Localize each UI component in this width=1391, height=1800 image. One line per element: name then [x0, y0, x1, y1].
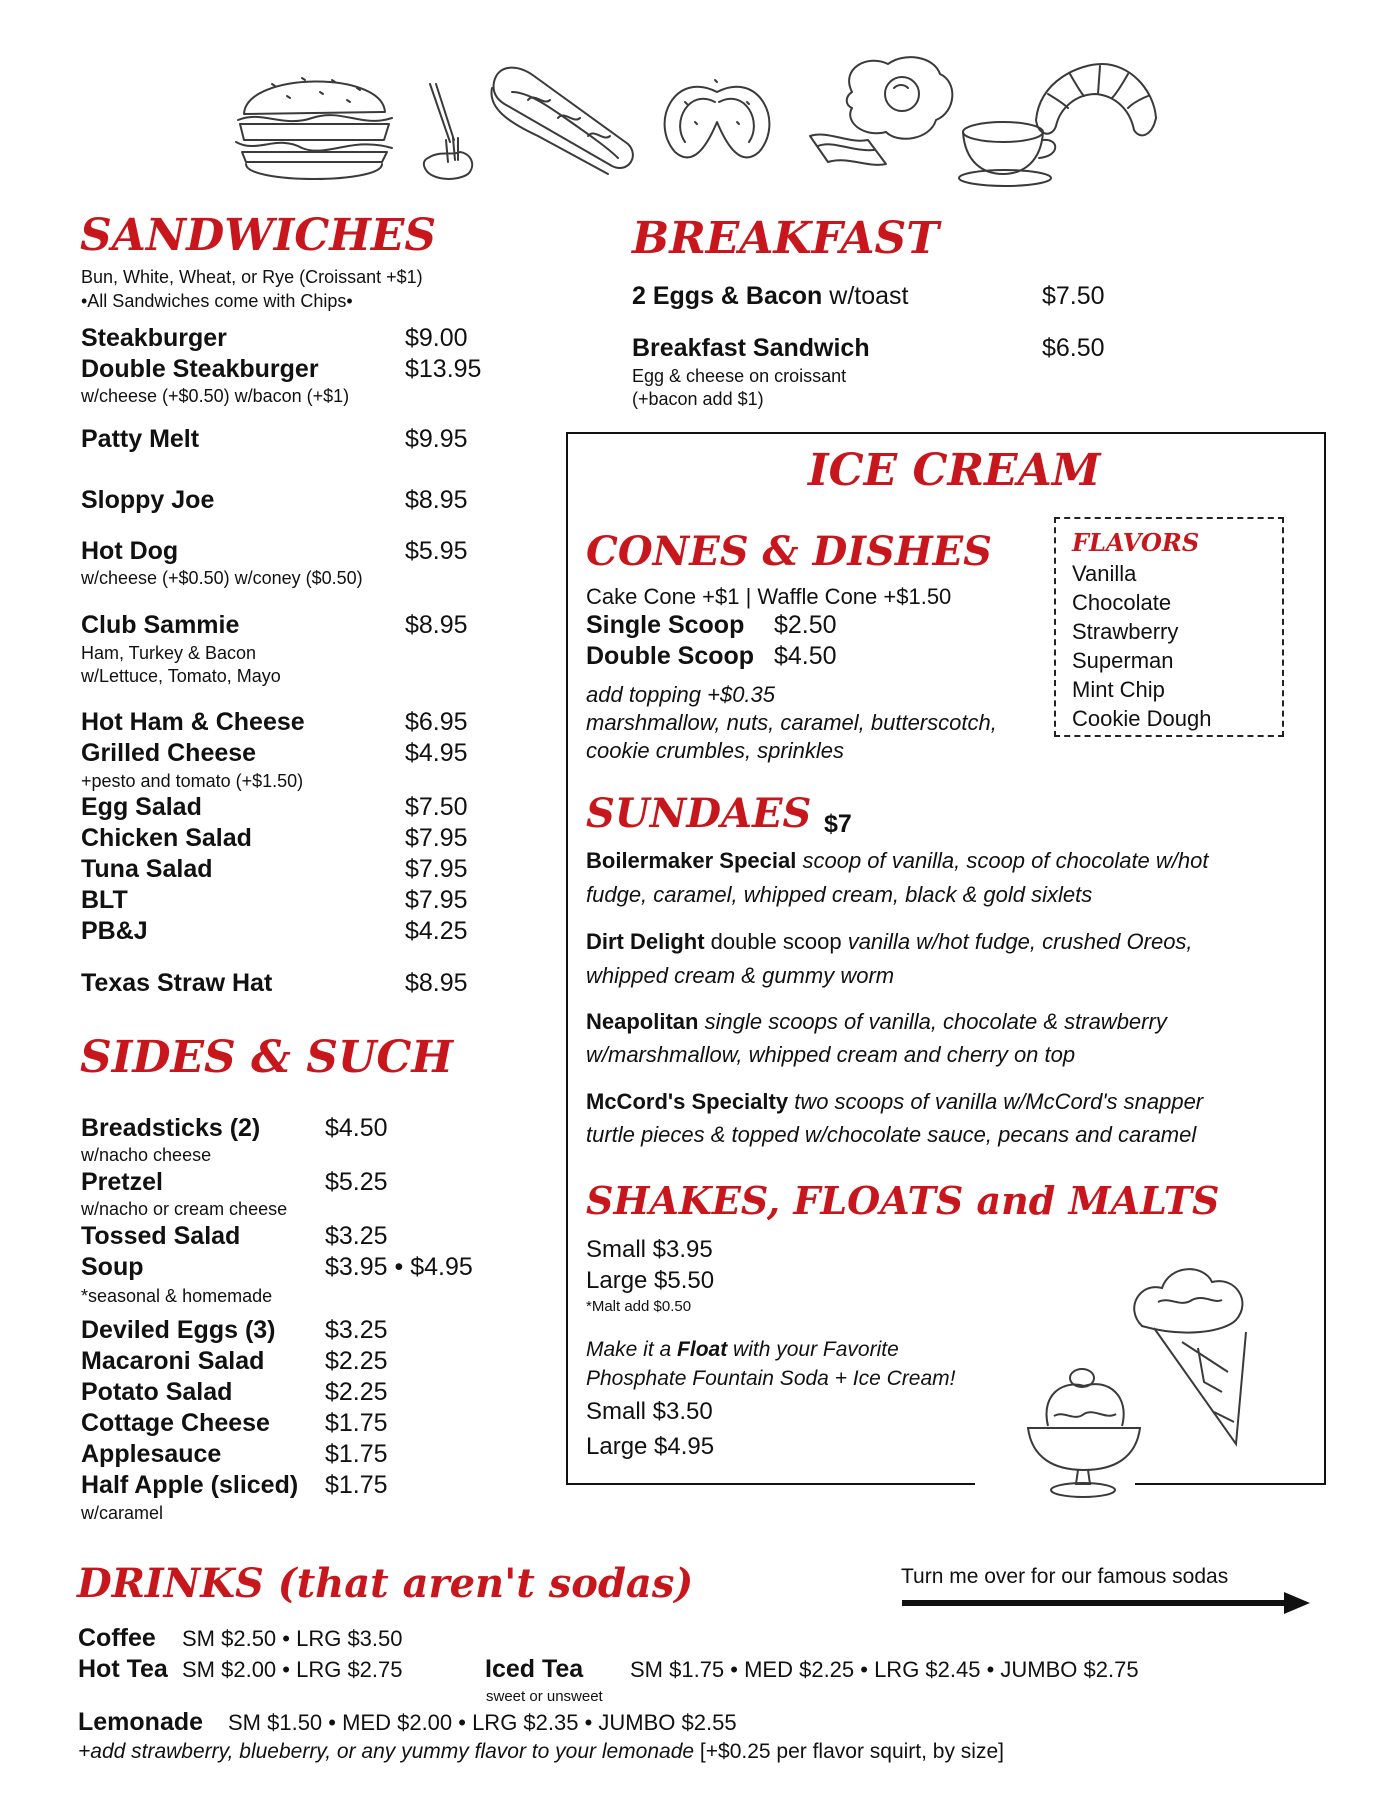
menu-item-note: w/nacho or cream cheese [81, 1199, 288, 1219]
menu-item-name: Steakburger [81, 324, 227, 352]
sundae-desc: whipped cream & gummy worm [586, 963, 895, 988]
menu-item-name: Sloppy Joe [81, 486, 215, 514]
float-pre: Make it a [586, 1338, 678, 1361]
menu-item-price: $6.95 [405, 708, 468, 736]
sundae-desc: vanilla w/hot fudge, crushed Oreos, [847, 929, 1193, 954]
menu-item-price: $7.95 [405, 886, 468, 914]
menu-item-note: +pesto and tomato (+$1.50) [81, 771, 304, 791]
menu-item-price: $4.25 [405, 917, 468, 945]
topping-line: add topping +$0.35 [586, 682, 776, 707]
menu-item-name: Grilled Cheese [81, 739, 257, 767]
menu-item-note: *seasonal & homemade [81, 1286, 273, 1306]
menu-item-name: Patty Melt [81, 425, 200, 453]
menu-item-price: $4.95 [405, 739, 468, 767]
flavors-title: FLAVORS [1072, 528, 1200, 557]
sundae-name: Dirt Delight [586, 929, 705, 954]
menu-item-price: $8.95 [405, 611, 468, 639]
menu-item-price: $6.50 [1042, 334, 1105, 362]
sundae-desc: w/marshmallow, whipped cream and cherry on top [586, 1042, 1076, 1067]
drink-name: Lemonade [78, 1708, 204, 1736]
float-large: Large $4.95 [586, 1433, 715, 1460]
drink-name: Coffee [78, 1624, 156, 1652]
drink-prices: SM $1.50 • MED $2.00 • LRG $2.35 • JUMBO $2.55 [228, 1710, 737, 1735]
float-word: Float [677, 1338, 728, 1361]
float-post: with your Favorite [727, 1338, 899, 1361]
flavor-item: Strawberry [1072, 619, 1179, 644]
menu-item-name: Potato Salad [81, 1378, 233, 1406]
shake-large: Large $5.50 [586, 1267, 715, 1294]
drink-note: sweet or unsweet [486, 1688, 603, 1705]
scoop-price: $4.50 [774, 642, 837, 670]
flavor-item: Vanilla [1072, 561, 1137, 586]
topping-list: cookie crumbles, sprinkles [586, 738, 844, 763]
menu-item-name: Deviled Eggs (3) [81, 1316, 276, 1344]
sandwiches-title: SANDWICHES [80, 210, 437, 261]
menu-item-note: w/caramel [81, 1503, 164, 1523]
menu-item-price: $1.75 [325, 1409, 388, 1437]
menu-item-note: w/nacho cheese [81, 1145, 212, 1165]
float-line [586, 1338, 899, 1362]
menu-item-note: Egg & cheese on croissant [632, 366, 847, 386]
scoop-price: $2.50 [774, 611, 837, 639]
menu-item-name: Pretzel [81, 1168, 163, 1196]
ice-cream-title: ICE CREAM [808, 445, 1101, 496]
pretzel-icon [655, 62, 785, 172]
drink-name: Hot Tea [78, 1655, 168, 1683]
sundae-name: Neapolitan [586, 1009, 699, 1034]
shakes-title: SHAKES, FLOATS and MALTS [586, 1178, 1220, 1223]
menu-item-price: $8.95 [405, 969, 468, 997]
sundae-item [586, 848, 1209, 874]
menu-item-name: Chicken Salad [81, 824, 252, 852]
menu-item-eggs-bacon [632, 282, 908, 311]
menu-item-name: Egg Salad [81, 793, 202, 821]
menu-item-name: Tuna Salad [81, 855, 213, 883]
menu-item-name: 2 Eggs & Bacon [632, 282, 823, 310]
arrow-right-icon [900, 1590, 1312, 1616]
cones-title: CONES & DISHES [586, 528, 993, 575]
fork-icon [420, 82, 480, 182]
menu-item-suffix: w/toast [822, 282, 909, 310]
menu-item-price: $9.95 [405, 425, 468, 453]
menu-item-price: $13.95 [405, 355, 482, 383]
menu-item-price: $2.25 [325, 1378, 388, 1406]
menu-item-name: PB&J [81, 917, 148, 945]
menu-item-price: $7.50 [1042, 282, 1105, 310]
menu-item-name: Breakfast Sandwich [632, 334, 870, 362]
menu-item-name: Applesauce [81, 1440, 222, 1468]
menu-item-name: Breadsticks (2) [81, 1114, 261, 1142]
ice-cream-cone-icon [1118, 1262, 1268, 1460]
menu-item-price: $3.25 [325, 1316, 388, 1344]
flavor-item: Mint Chip [1072, 677, 1165, 702]
sandwiches-bread-note: Bun, White, Wheat, or Rye (Croissant +$1) [81, 267, 423, 287]
sides-title: SIDES & SUCH [80, 1032, 453, 1083]
sundaes-title: SUNDAES [586, 790, 812, 837]
breakfast-title: BREAKFAST [632, 213, 939, 264]
sundae-item [586, 1009, 1167, 1035]
float-small: Small $3.50 [586, 1398, 713, 1425]
malt-note: *Malt add $0.50 [586, 1298, 692, 1315]
flavor-item: Chocolate [1072, 590, 1172, 615]
menu-item-price: $1.75 [325, 1471, 388, 1499]
menu-item-price: $7.95 [405, 824, 468, 852]
flavor-item: Cookie Dough [1072, 706, 1212, 731]
menu-item-price: $9.00 [405, 324, 468, 352]
menu-item-name: Cottage Cheese [81, 1409, 270, 1437]
menu-item-name: Double Steakburger [81, 355, 319, 383]
menu-item-note: w/cheese (+$0.50) w/coney ($0.50) [81, 568, 363, 588]
menu-item-name: Macaroni Salad [81, 1347, 265, 1375]
sundae-name: McCord's Specialty [586, 1089, 789, 1114]
drink-name: Iced Tea [485, 1655, 584, 1683]
menu-item-name: BLT [81, 886, 128, 914]
sundae-desc: fudge, caramel, whipped cream, black & gold sixlets [586, 882, 1093, 907]
drink-prices: SM $2.00 • LRG $2.75 [182, 1657, 403, 1682]
menu-item-name: Texas Straw Hat [81, 969, 273, 997]
scoop-label: Double Scoop [586, 642, 755, 670]
hotdog-icon [488, 62, 638, 180]
menu-item-price: $8.95 [405, 486, 468, 514]
menu-item-name: Hot Dog [81, 537, 179, 565]
sundae-name: Boilermaker Special [586, 848, 797, 873]
menu-item-price: $2.25 [325, 1347, 388, 1375]
menu-item-note: (+bacon add $1) [632, 389, 764, 409]
sundaes-price: $7 [824, 810, 852, 838]
scoop-label: Single Scoop [586, 611, 745, 639]
lemonade-note [78, 1740, 1004, 1764]
menu-item-note: Ham, Turkey & Bacon [81, 643, 257, 663]
shake-small: Small $3.95 [586, 1236, 713, 1263]
menu-item-price: $7.50 [405, 793, 468, 821]
menu-item-name: Club Sammie [81, 611, 240, 639]
bacon-icon [808, 126, 888, 176]
sundae-desc: turtle pieces & topped w/chocolate sauce, pecans and caramel [586, 1122, 1197, 1147]
menu-item-name: Hot Ham & Cheese [81, 708, 305, 736]
burger-icon [232, 62, 397, 184]
menu-item-price: $7.95 [405, 855, 468, 883]
sundae-desc: two scoops of vanilla w/McCord's snapper [794, 1089, 1204, 1114]
menu-item-price: $5.25 [325, 1168, 388, 1196]
menu-item-name: Half Apple (sliced) [81, 1471, 299, 1499]
sundae-item [586, 1089, 1203, 1115]
sundae-item [586, 929, 1193, 955]
menu-item-note: w/Lettuce, Tomato, Mayo [81, 666, 281, 686]
menu-item-name: Tossed Salad [81, 1222, 241, 1250]
menu-item-price: $4.50 [325, 1114, 388, 1142]
float-line-2: Phosphate Fountain Soda + Ice Cream! [586, 1367, 956, 1390]
sundae-desc: single scoops of vanilla, chocolate & strawberry [704, 1009, 1167, 1034]
menu-item-price: $3.95 • $4.95 [325, 1253, 473, 1281]
sundae-plain: double scoop [704, 929, 842, 954]
drinks-title: DRINKS (that aren't sodas) [77, 1560, 694, 1607]
menu-item-name: Soup [81, 1253, 144, 1281]
drink-prices: SM $1.75 • MED $2.25 • LRG $2.45 • JUMBO $2.75 [630, 1657, 1139, 1682]
menu-item-price: $3.25 [325, 1222, 388, 1250]
menu-item-price: $5.95 [405, 537, 468, 565]
drink-prices: SM $2.50 • LRG $3.50 [182, 1626, 403, 1651]
topping-list: marshmallow, nuts, caramel, butterscotch, [586, 710, 997, 735]
cone-upgrade-line: Cake Cone +$1 | Waffle Cone +$1.50 [586, 584, 952, 609]
turn-over-note: Turn me over for our famous sodas [901, 1565, 1229, 1588]
flavor-item: Superman [1072, 648, 1174, 673]
sandwiches-chips-note: •All Sandwiches come with Chips• [81, 291, 353, 311]
lemonade-flavor-note: +add strawberry, blueberry, or any yummy flavor to your lemonade [78, 1740, 695, 1763]
menu-item-price: $1.75 [325, 1440, 388, 1468]
menu-item-note: w/cheese (+$0.50) w/bacon (+$1) [81, 386, 350, 406]
lemonade-price-note: [+$0.25 per flavor squirt, by size] [694, 1740, 1004, 1763]
sundae-desc: scoop of vanilla, scoop of chocolate w/hot [802, 848, 1209, 873]
coffee-cup-icon [955, 118, 1065, 188]
